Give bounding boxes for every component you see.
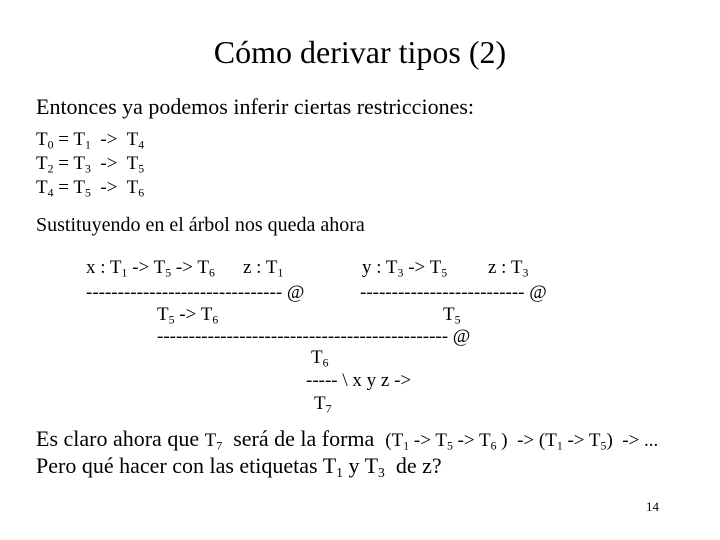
conclusion-line-2: Pero qué hacer con las etiquetas $T_1$ y $T_3$ de z?	[36, 453, 442, 481]
tree-rule-line-main: ---------------------------------------------- @	[157, 326, 471, 347]
tree-rule-line-right: -------------------------- @	[360, 282, 547, 303]
tree-conclusion-left: $T_5 -> T_6$	[157, 304, 219, 327]
page-number: 14	[646, 499, 659, 514]
tree-premise-y: y : $T_3 -> T_5$	[362, 257, 448, 280]
tree-premise-x: x : $T_1 -> T_5 -> T_6$	[86, 257, 215, 280]
tree-final: $T_7$	[314, 393, 332, 416]
conclusion-line-1: Es claro ahora que $T_7$ será de la forma ($T_1 -> T_5 -> T_6$ ) -> $(T_1 -> T_5)$ -> ...	[36, 426, 659, 453]
tree-lambda-line: ----- \ x y z ->	[306, 370, 412, 391]
tree-premise-z-right: z : $T_3$	[488, 257, 529, 280]
tree-conclusion-right: $T_5$	[443, 304, 461, 327]
intro-text: Entonces ya podemos inferir ciertas restricciones:	[36, 94, 475, 119]
tree-result: $T_6$	[311, 347, 329, 370]
equation-row: $T_0 = T_1 -> T_4$	[36, 129, 145, 152]
substitution-text: Sustituyendo en el árbol nos queda ahora	[36, 214, 365, 236]
equation-row: $T_2 = T_3 -> T_5$	[36, 153, 145, 176]
slide-title: Cómo derivar tipos (2)	[213, 34, 507, 70]
equation-row: $T_4 = T_5 -> T_6$	[36, 177, 145, 200]
tree-premise-z-left: z : $T_1$	[243, 257, 284, 280]
tree-rule-line-left: ------------------------------- @	[86, 282, 305, 303]
